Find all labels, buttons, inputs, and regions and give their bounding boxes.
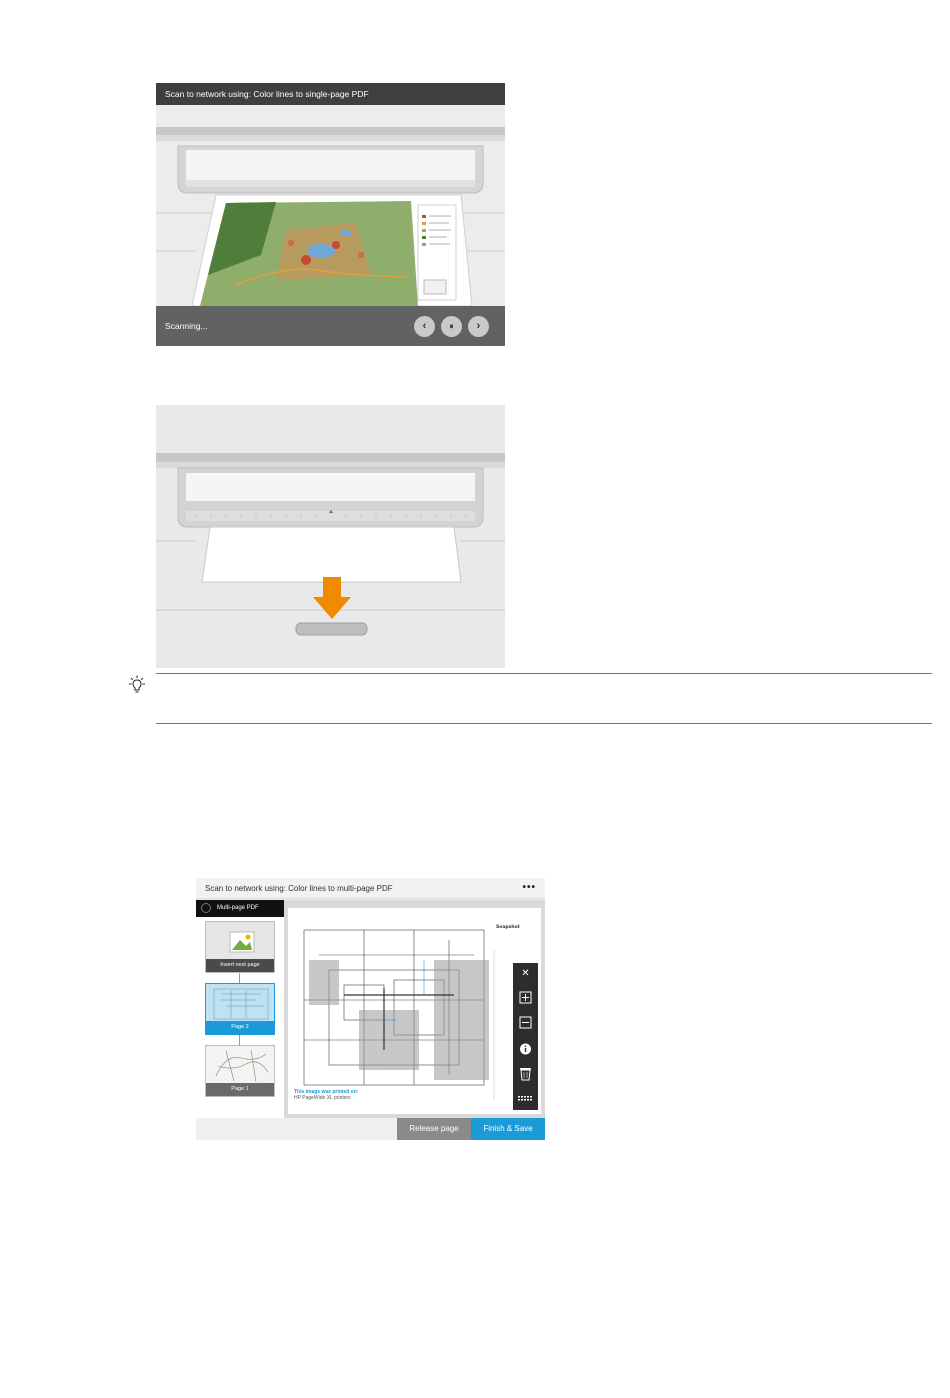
floorplan-drawing [284,900,545,1118]
close-icon[interactable]: ✕ [521,968,530,979]
svg-text:Snapshot: Snapshot [496,925,520,930]
scanner-release-scene [156,405,505,668]
preview-toolbar [513,963,538,1110]
tip-bottom-rule [156,723,932,724]
zoom-out-icon[interactable] [513,1012,538,1034]
thumb-caption: Page 1 [206,1083,274,1096]
thumb-caption: Insert next page [206,959,274,972]
trash-icon[interactable] [513,1063,538,1085]
release-page-button[interactable]: Release page [397,1118,471,1140]
insert-next-page-thumb[interactable] [205,921,275,973]
page-1-thumb[interactable] [205,1045,275,1097]
scan-screen-title: Scan to network using: Color lines to single-page PDF [156,83,505,105]
thumb-caption: Page 2 [206,1021,274,1034]
previous-button[interactable]: ‹ [414,316,435,337]
finish-save-button[interactable]: Finish & Save [471,1118,545,1140]
release-screen [156,405,505,668]
zoom-in-icon[interactable] [513,987,538,1009]
multipage-title: Scan to network using: Color lines to multi-page PDF [196,878,545,899]
tip-top-rule [156,673,932,674]
pdf-ring-icon [201,903,211,913]
page-preview[interactable] [284,900,545,1118]
lightbulb-icon [126,675,148,695]
page-2-preview [206,984,276,1024]
thumb-connector [239,1035,240,1045]
multipage-screen [196,878,545,1140]
printed-on-line-2: HP PageWide XL printers [294,1095,351,1101]
scanning-status: Scanning... [165,321,208,331]
keyboard-icon[interactable] [513,1088,538,1110]
printed-on-note [294,1089,358,1101]
sidebar-header-label: Multi-page PDF [217,905,259,911]
sidebar-header [196,900,284,917]
scanner-scene [156,105,505,306]
action-footer [196,1118,545,1140]
info-icon[interactable] [513,1038,538,1060]
more-options-icon[interactable]: ••• [522,882,536,893]
page-1-preview [206,1046,276,1086]
scan-screen [156,83,505,346]
printed-on-line-1: This image was printed on: [294,1089,359,1095]
next-button[interactable]: › [468,316,489,337]
page-2-thumb[interactable] [205,983,275,1035]
image-placeholder-icon [206,922,276,962]
status-bar [156,306,505,346]
page-sidebar [196,900,284,1118]
thumb-connector [239,973,240,983]
pause-button[interactable]: ⏸ [441,316,462,337]
